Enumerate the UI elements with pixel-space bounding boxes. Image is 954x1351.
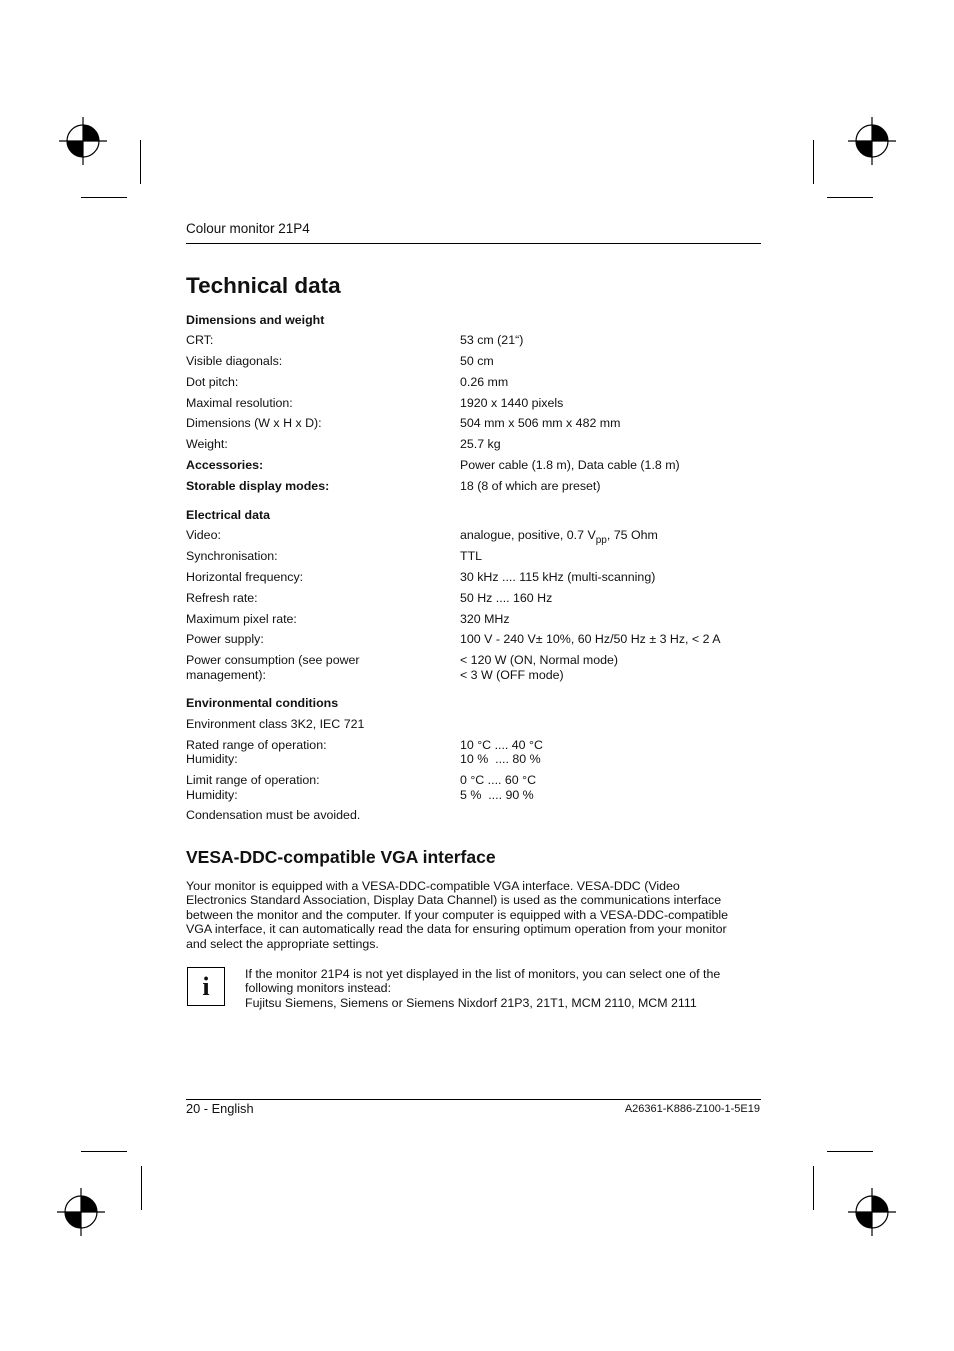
spec-label: Humidity: [186, 788, 238, 802]
spec-label: Maximal resolution: [186, 396, 293, 410]
spec-label: management): [186, 668, 266, 682]
note-line: If the monitor 21P4 is not yet displayed in the list of monitors, you can select one of the [245, 967, 721, 981]
section-heading: Electrical data [186, 508, 271, 522]
page-number: 20 - English [186, 1101, 254, 1116]
spec-label: Power supply: [186, 632, 264, 646]
header-rule [186, 243, 761, 244]
video-value-tail: , 75 Ohm [606, 528, 658, 542]
paragraph-line: Your monitor is equipped with a VESA-DDC-compatible VGA interface. VESA-DDC (Video [186, 879, 680, 893]
crop-line [140, 140, 141, 184]
spec-value: 18 (8 of which are preset) [460, 479, 601, 493]
paragraph-line: Electronics Standard Association, Display Data Channel) is used as the communications interface [186, 893, 722, 908]
spec-value: 50 Hz .... 160 Hz [460, 591, 553, 605]
spec-label: Maximum pixel rate: [186, 612, 297, 626]
spec-value: < 120 W (ON, Normal mode) [460, 653, 619, 667]
spec-value: 320 MHz [460, 612, 510, 626]
spec-label: Synchronisation: [186, 549, 278, 563]
section-heading: Environmental conditions [186, 696, 339, 710]
section-title: VESA-DDC-compatible VGA interface [186, 847, 496, 867]
spec-label: Humidity: [186, 752, 238, 766]
document-id: A26361-K886-Z100-1-5E19 [624, 1103, 760, 1115]
spec-label: Power consumption (see power [186, 653, 360, 667]
spec-label: Condensation must be avoided. [186, 808, 361, 822]
spec-value: 53 cm (21“) [460, 333, 524, 347]
crop-line [141, 1166, 142, 1210]
spec-label: Accessories: [186, 458, 264, 472]
spec-label: Video: [186, 528, 221, 542]
registration-mark-icon [57, 1188, 105, 1236]
spec-value: 0.26 mm [460, 375, 509, 389]
crop-line [813, 1166, 814, 1210]
spec-label: Weight: [186, 437, 228, 451]
registration-mark-icon [848, 1188, 896, 1236]
vesa-paragraph [186, 879, 764, 951]
spec-value: 5 % .... 90 % [460, 788, 534, 802]
spec-label: Storable display modes: [186, 479, 330, 493]
info-icon: i [187, 967, 225, 1006]
spec-label: Horizontal frequency: [186, 570, 304, 584]
spec-value: 30 kHz .... 115 kHz (multi-scanning) [460, 570, 656, 584]
spec-value: < 3 W (OFF mode) [460, 668, 564, 682]
crop-line [827, 197, 873, 198]
video-value-main: analogue, positive, 0.7 V [460, 528, 596, 542]
footer-rule [186, 1099, 761, 1100]
spec-label: Refresh rate: [186, 591, 258, 605]
spec-label: Environment class 3K2, IEC 721 [186, 717, 365, 731]
spec-value: 1920 x 1440 pixels [460, 396, 564, 410]
spec-value: 0 °C .... 60 °C [460, 773, 537, 787]
crop-line [813, 140, 814, 184]
info-note [245, 967, 765, 1010]
spec-value [460, 528, 780, 549]
paragraph-line: VGA interface, it can automatically read the data for ensuring optimum operation from your monitor [186, 922, 727, 937]
note-line: Fujitsu Siemens, Siemens or Siemens Nixdorf 21P3, 21T1, MCM 2110, MCM 2111 [245, 995, 697, 1010]
registration-mark-icon [59, 117, 107, 165]
spec-label: Dimensions (W x H x D): [186, 416, 322, 430]
section-heading: Dimensions and weight [186, 313, 325, 327]
crop-line [81, 1151, 127, 1152]
running-header: Colour monitor 21P4 [186, 221, 310, 236]
spec-value: 100 V - 240 V± 10%, 60 Hz/50 Hz ± 3 Hz, < 2 A [460, 632, 721, 646]
spec-value: 50 cm [460, 354, 494, 368]
spec-value: 504 mm x 506 mm x 482 mm [460, 416, 621, 430]
spec-value: 25.7 kg [460, 437, 501, 451]
spec-label: Visible diagonals: [186, 354, 283, 368]
spec-label: Rated range of operation: [186, 738, 327, 752]
spec-value: Power cable (1.8 m), Data cable (1.8 m) [460, 458, 680, 472]
spec-label: CRT: [186, 333, 214, 347]
spec-value: TTL [460, 549, 483, 563]
crop-line [827, 1151, 873, 1152]
paragraph-line: between the monitor and the computer. If your computer is equipped with a VESA-DDC-compatible [186, 907, 729, 922]
paragraph-line: and select the appropriate settings. [186, 936, 379, 951]
note-line: following monitors instead: [245, 981, 392, 996]
spec-label: Dot pitch: [186, 375, 239, 389]
registration-mark-icon [848, 117, 896, 165]
spec-value: 10 °C .... 40 °C [460, 738, 543, 752]
video-value-subscript: pp [595, 535, 607, 546]
spec-value: 10 % .... 80 % [460, 752, 541, 766]
page-title: Technical data [186, 273, 341, 298]
crop-line [81, 197, 127, 198]
spec-label: Limit range of operation: [186, 773, 320, 787]
